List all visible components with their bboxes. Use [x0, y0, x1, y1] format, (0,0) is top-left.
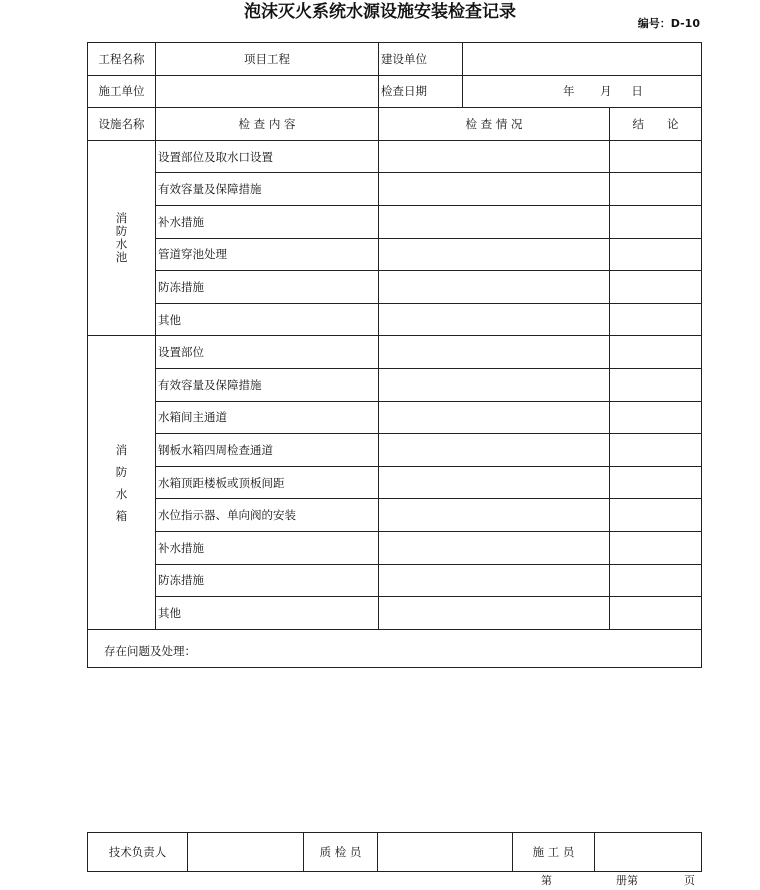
situation-cell[interactable]: [379, 205, 610, 238]
table-row: [88, 564, 702, 597]
check-item: 管道穿池处理: [156, 238, 379, 271]
check-item: 水箱顶距楼板或顶板间距: [156, 466, 379, 499]
situation-cell[interactable]: [379, 597, 610, 630]
conclusion-cell[interactable]: [610, 564, 702, 597]
conclusion-cell[interactable]: [610, 499, 702, 532]
check-item: 补水措施: [156, 205, 379, 238]
inspection-table: [87, 42, 702, 668]
facility-name-header: 设施名称: [88, 108, 156, 141]
table-row: [88, 140, 702, 173]
situation-cell[interactable]: [379, 564, 610, 597]
table-row: [88, 434, 702, 467]
table-row: [88, 597, 702, 630]
situation-cell[interactable]: [379, 368, 610, 401]
table-row: [88, 466, 702, 499]
builder-value[interactable]: [463, 43, 702, 76]
situation-cell[interactable]: [379, 336, 610, 369]
table-row: [88, 238, 702, 271]
situation-cell[interactable]: [379, 499, 610, 532]
check-item: 设置部位及取水口设置: [156, 140, 379, 173]
table-row: [88, 173, 702, 206]
conclusion-cell[interactable]: [610, 238, 702, 271]
conclusion-cell[interactable]: [610, 466, 702, 499]
table-row: [88, 531, 702, 564]
check-item: 钢板水箱四周检查通道: [156, 434, 379, 467]
conclusion-cell[interactable]: [610, 140, 702, 173]
situation-cell[interactable]: [379, 434, 610, 467]
check-item: 防冻措施: [156, 564, 379, 597]
page-title: 泡沫灭火系统水源设施安装检查记录: [244, 2, 516, 22]
constructor-signature[interactable]: [595, 833, 702, 872]
check-item: 其他: [156, 597, 379, 630]
builder-label: 建设单位: [379, 43, 463, 76]
situation-cell[interactable]: [379, 173, 610, 206]
table-row: [88, 499, 702, 532]
contractor-value[interactable]: [156, 75, 379, 108]
issues-field[interactable]: [88, 629, 702, 668]
check-item: 设置部位: [156, 336, 379, 369]
footer-page-suffix: 页: [684, 874, 695, 887]
check-item: 防冻措施: [156, 271, 379, 304]
conclusion-cell[interactable]: [610, 303, 702, 336]
project-name-label: 工程名称: [88, 43, 156, 76]
situation-cell[interactable]: [379, 238, 610, 271]
check-item: 补水措施: [156, 531, 379, 564]
conclusion-cell[interactable]: [610, 271, 702, 304]
constructor-label: 施 工 员: [513, 833, 595, 872]
inspect-date-label: 检查日期: [379, 75, 463, 108]
situation-header: 检 查 情 况: [379, 108, 610, 141]
situation-cell[interactable]: [379, 466, 610, 499]
document-code: 编号：D-10: [637, 17, 700, 30]
conclusion-header: 结 论: [610, 108, 702, 141]
inspect-date-value[interactable]: [463, 75, 702, 108]
year-label: 年: [563, 84, 575, 99]
facility-group-pool: 消 防 水 池: [88, 140, 156, 336]
quality-inspector-signature[interactable]: [378, 833, 513, 872]
column-header-row: [88, 108, 702, 141]
check-item: 有效容量及保障措施: [156, 368, 379, 401]
issues-label: 存在问题及处理：: [104, 644, 196, 659]
facility-group-tank: 消 防 水 箱: [88, 336, 156, 629]
table-row: [88, 271, 702, 304]
table-row: [88, 336, 702, 369]
situation-cell[interactable]: [379, 401, 610, 434]
conclusion-cell[interactable]: [610, 173, 702, 206]
situation-cell[interactable]: [379, 271, 610, 304]
situation-cell[interactable]: [379, 303, 610, 336]
footer-volume-prefix: 第: [541, 874, 552, 887]
quality-inspector-label: 质 检 员: [304, 833, 378, 872]
contractor-row: [88, 75, 702, 108]
check-item: 水箱间主通道: [156, 401, 379, 434]
conclusion-cell[interactable]: [610, 336, 702, 369]
content-header: 检 查 内 容: [156, 108, 379, 141]
check-item: 其他: [156, 303, 379, 336]
table-row: [88, 303, 702, 336]
conclusion-cell[interactable]: [610, 597, 702, 630]
table-row: [88, 205, 702, 238]
issues-row: [88, 629, 702, 668]
tech-lead-signature[interactable]: [188, 833, 304, 872]
check-item: 水位指示器、单向阀的安装: [156, 499, 379, 532]
month-label: 月: [600, 84, 612, 99]
footer-volume-suffix: 册第: [616, 874, 638, 887]
conclusion-cell[interactable]: [610, 531, 702, 564]
signature-table: [87, 832, 702, 872]
conclusion-cell[interactable]: [610, 434, 702, 467]
day-label: 日: [631, 84, 643, 99]
conclusion-cell[interactable]: [610, 368, 702, 401]
conclusion-cell[interactable]: [610, 401, 702, 434]
check-item: 有效容量及保障措施: [156, 173, 379, 206]
project-name-value[interactable]: 项目工程: [156, 43, 379, 76]
signature-row: [88, 833, 702, 872]
table-row: [88, 401, 702, 434]
situation-cell[interactable]: [379, 531, 610, 564]
table-row: [88, 368, 702, 401]
tech-lead-label: 技术负责人: [88, 833, 188, 872]
conclusion-cell[interactable]: [610, 205, 702, 238]
contractor-label: 施工单位: [88, 75, 156, 108]
situation-cell[interactable]: [379, 140, 610, 173]
project-info-row: [88, 43, 702, 76]
